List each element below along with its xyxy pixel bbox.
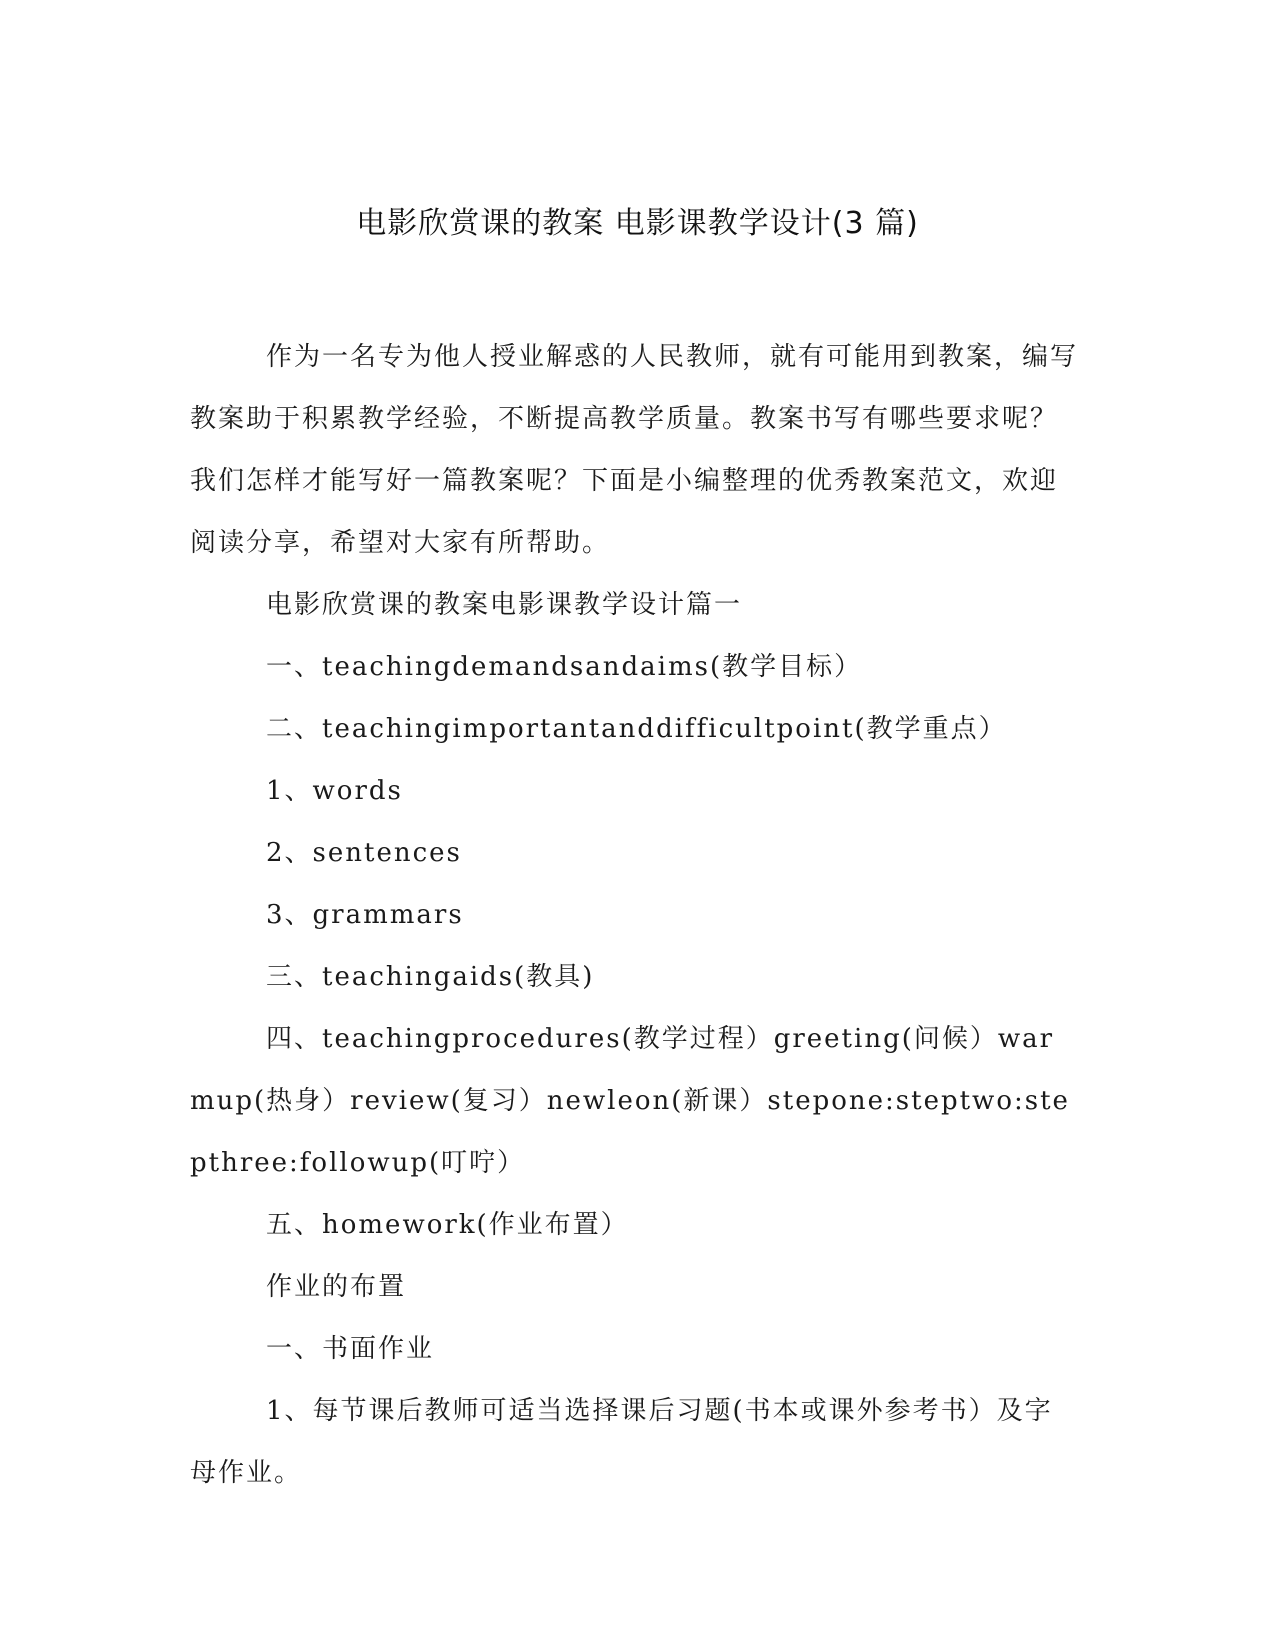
list-item-homework-detail: 1、每节课后教师可适当选择课后习题(书本或课外参考书）及字母作业。 — [190, 1396, 1053, 1488]
list-item-key-points: 二、teachingimportantanddifficultpoint(教学重点） — [266, 714, 1007, 744]
document-body — [190, 326, 1080, 1504]
list-item-grammars: 3、grammars — [266, 900, 464, 930]
list-item-homework: 五、homework(作业布置） — [266, 1210, 629, 1240]
list-item-procedures: 四、teachingprocedures(教学过程）greeting(问候）warmup(热身）review(复习）newleon(新课）stepone:steptwo:stepthree:followup(叮咛） — [190, 1024, 1070, 1178]
list-item-teaching-aims: 一、teachingdemandsandaims(教学目标） — [266, 652, 863, 682]
intro-paragraph: 作为一名专为他人授业解惑的人民教师，就有可能用到教案，编写教案助于积累教学经验，不断提高教学质量。教案书写有哪些要求呢？我们怎样才能写好一篇教案呢？下面是小编整理的优秀教案范文，欢迎阅读分享，希望对大家有所帮助。 — [190, 342, 1079, 558]
section-heading-homework: 作业的布置 — [266, 1272, 407, 1302]
list-item-words: 1、words — [266, 776, 403, 806]
list-item-teaching-aids: 三、teachingaids(教具) — [266, 962, 595, 992]
list-item-written-homework: 一、书面作业 — [266, 1334, 435, 1364]
list-item-sentences: 2、sentences — [266, 838, 462, 868]
section-heading-part-one: 电影欣赏课的教案电影课教学设计篇一 — [266, 590, 743, 620]
document-title: 电影欣赏课的教案 电影课教学设计(3 篇) — [356, 206, 919, 241]
